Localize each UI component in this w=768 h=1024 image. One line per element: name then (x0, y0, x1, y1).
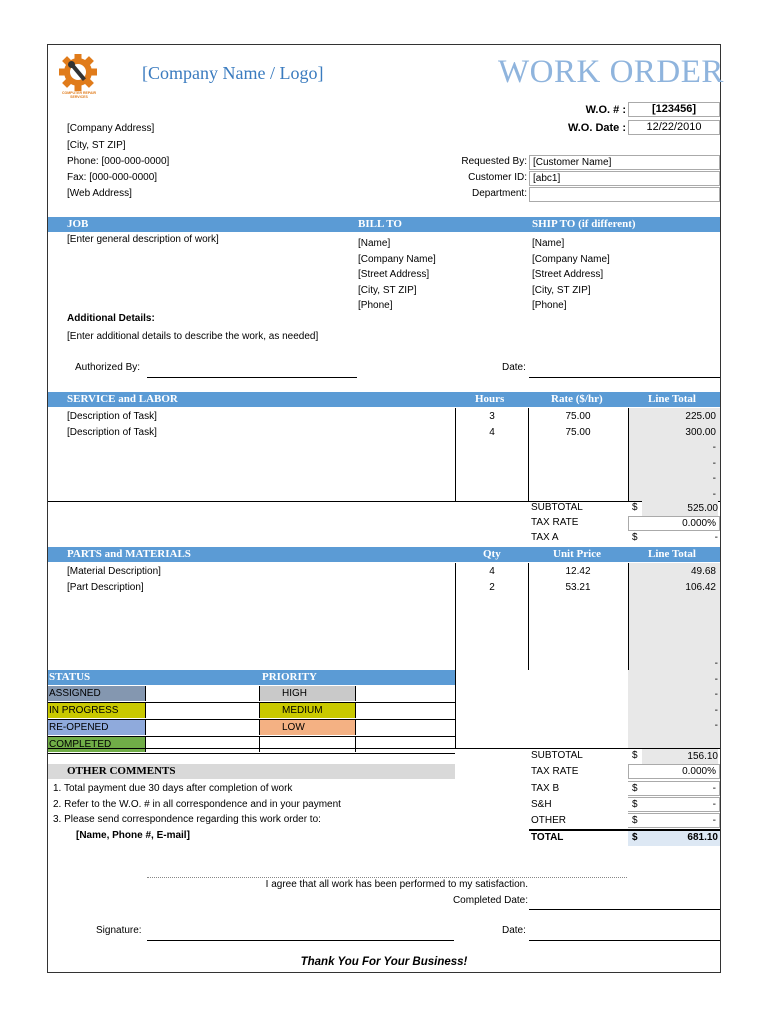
bill-to-header: BILL TO (358, 218, 402, 230)
parts-subtotal-label: SUBTOTAL (531, 750, 583, 761)
wo-date-label: W.O. Date : (567, 122, 626, 134)
other-currency: $ (632, 815, 638, 826)
job-section-header (48, 217, 720, 232)
authorized-by-line[interactable] (147, 377, 357, 378)
tax-a-currency: $ (632, 532, 638, 543)
requested-by-field[interactable]: [Customer Name] (529, 155, 720, 170)
part-line-total: 106.42 (685, 581, 716, 593)
service-tax-rate-field[interactable]: 0.000% (628, 516, 720, 531)
signature-label: Signature: (96, 925, 142, 936)
sh-label: S&H (531, 799, 552, 810)
bill-to-city[interactable]: [City, ST ZIP] (358, 284, 417, 296)
status-re-opened[interactable]: RE-OPENED (48, 720, 146, 735)
status-assigned-box[interactable] (146, 686, 260, 701)
bill-to-block (358, 236, 436, 314)
company-phone: Phone: [000-000-0000] (67, 156, 170, 167)
ship-to-name[interactable]: [Name] (532, 238, 565, 249)
signature-date-line[interactable] (529, 940, 720, 941)
priority-header: PRIORITY (262, 671, 318, 683)
ship-to-street[interactable]: [Street Address] (532, 269, 604, 280)
qty-header: Qty (483, 548, 501, 560)
task-hours: 4 (489, 426, 495, 438)
table-row[interactable] (48, 471, 720, 487)
table-row[interactable] (48, 456, 720, 472)
thank-you-message: Thank You For Your Business! (300, 956, 468, 968)
ship-to-header: SHIP TO (if different) (532, 218, 636, 230)
part-qty: 2 (489, 581, 495, 593)
tax-a-label: TAX A (531, 532, 559, 543)
part-unit-price: 12.42 (565, 566, 591, 577)
other-label: OTHER (531, 815, 566, 826)
sh-currency: $ (632, 799, 638, 810)
part-description: [Material Description] (67, 566, 161, 577)
ship-to-phone[interactable]: [Phone] (532, 300, 567, 311)
status-header: STATUS (49, 671, 91, 683)
agree-statement: I agree that all work has been performed to my satisfaction. (265, 879, 528, 890)
tax-a-value: - (714, 532, 718, 543)
job-header: JOB (67, 218, 89, 230)
part-description: [Part Description] (67, 581, 144, 593)
completed-date-line[interactable] (529, 909, 720, 910)
part-line-total: - (714, 704, 718, 716)
parts-bottom-rule (48, 748, 720, 749)
ship-to-city[interactable]: [City, ST ZIP] (532, 284, 591, 296)
customer-id-field[interactable]: [abc1] (529, 171, 720, 186)
auth-date-line[interactable] (529, 377, 720, 378)
page-title: WORK ORDER (498, 54, 724, 90)
task-line-total: - (712, 457, 716, 469)
status-completed[interactable]: COMPLETED (48, 737, 146, 752)
rate-header: Rate ($/hr) (551, 393, 603, 405)
ship-to-block (532, 236, 610, 314)
status-in-progress-box[interactable] (146, 703, 260, 718)
comments-list (53, 781, 341, 843)
tax-b-value[interactable]: - (628, 781, 720, 796)
parts-tax-rate-label: TAX RATE (531, 766, 579, 777)
tax-b-label: TAX B (531, 783, 560, 794)
company-city: [City, ST ZIP] (67, 140, 126, 151)
table-row[interactable] (48, 580, 720, 596)
part-line-total: 49.68 (690, 566, 716, 577)
task-line-total: - (712, 473, 716, 484)
parts-tax-rate-field[interactable]: 0.000% (628, 764, 720, 779)
agree-dotted-line (147, 877, 627, 878)
part-line-total: - (714, 720, 718, 731)
parts-header (48, 547, 720, 562)
tax-b-currency: $ (632, 783, 638, 794)
task-line-total: 225.00 (685, 411, 716, 422)
additional-details-label: Additional Details: (67, 313, 155, 324)
service-tax-rate-label: TAX RATE (531, 517, 579, 528)
total-value: 681.10 (687, 832, 718, 843)
auth-date-label: Date: (502, 362, 526, 373)
priority-low-box[interactable] (356, 720, 455, 735)
priority-medium[interactable]: MEDIUM (260, 703, 356, 718)
service-line-total-header: Line Total (648, 393, 696, 405)
bill-to-company[interactable]: [Company Name] (358, 253, 436, 265)
task-description: [Description of Task] (67, 426, 157, 438)
comment-line: 1. Total payment due 30 days after completion of work (53, 783, 293, 794)
hours-header: Hours (475, 393, 505, 405)
service-rows (48, 409, 720, 502)
status-priority-header (48, 670, 455, 685)
priority-empty-cell (260, 737, 356, 752)
bill-to-phone[interactable]: [Phone] (358, 300, 393, 311)
signature-line[interactable] (147, 940, 454, 941)
task-line-total: 300.00 (685, 426, 716, 438)
service-header (48, 392, 720, 407)
parts-rows (48, 564, 720, 595)
task-line-total: - (712, 442, 716, 453)
part-line-total: - (714, 673, 718, 685)
company-web: [Web Address] (67, 188, 132, 199)
signature-date-label: Date: (502, 925, 526, 936)
contact-info[interactable]: [Name, Phone #, E-mail] (76, 829, 190, 841)
table-row[interactable] (48, 564, 720, 580)
status-priority-grid (48, 686, 455, 754)
company-fax: Fax: [000-000-0000] (67, 172, 158, 183)
department-label: Department: (471, 188, 527, 199)
sh-value[interactable]: - (628, 797, 720, 812)
total-label: TOTAL (531, 832, 564, 843)
authorized-by-label: Authorized By: (75, 362, 141, 373)
job-description[interactable]: [Enter general description of work] (67, 234, 219, 245)
ship-to-company[interactable]: [Company Name] (532, 253, 610, 265)
task-hours: 3 (489, 411, 495, 422)
completed-date-label: Completed Date: (452, 895, 528, 906)
priority-medium-box[interactable] (356, 703, 455, 718)
priority-low[interactable]: LOW (260, 720, 356, 735)
logo-caption: COMPUTER REPAIR SERVICES (62, 91, 96, 99)
parts-divider-lower (455, 670, 456, 748)
service-bottom-rule (48, 501, 720, 502)
status-assigned[interactable]: ASSIGNED (48, 686, 146, 701)
gear-wrench-logo-icon (56, 54, 100, 94)
other-value[interactable]: - (628, 813, 720, 828)
task-rate: 75.00 (565, 426, 591, 438)
status-re-opened-box[interactable] (146, 720, 260, 735)
comment-line: 3. Please send correspondence regarding this work order to: (53, 814, 321, 825)
wo-date-field[interactable]: 12/22/2010 (628, 120, 720, 135)
status-in-progress[interactable]: IN PROGRESS (48, 703, 146, 718)
table-row[interactable] (48, 409, 720, 425)
status-completed-box[interactable] (146, 737, 260, 752)
department-field[interactable] (529, 187, 720, 202)
requested-by-label: Requested By: (461, 156, 527, 167)
service-subtotal-value: 525.00 (642, 501, 718, 516)
priority-high[interactable]: HIGH (260, 686, 356, 701)
parts-title: PARTS and MATERIALS (67, 548, 191, 560)
part-unit-price: 53.21 (565, 581, 591, 593)
wo-number-label: W.O. # : (585, 104, 626, 116)
service-subtotal-currency: $ (632, 502, 638, 513)
bill-to-name[interactable]: [Name] (358, 238, 391, 249)
bill-to-street[interactable]: [Street Address] (358, 269, 430, 280)
part-line-total: - (714, 658, 718, 669)
company-address: [Company Address] (67, 123, 155, 134)
other-comments-header: OTHER COMMENTS (48, 764, 455, 779)
parts-subtotal-value: 156.10 (642, 749, 718, 764)
service-title: SERVICE and LABOR (67, 393, 178, 405)
table-row[interactable] (48, 440, 720, 456)
part-line-total: - (714, 689, 718, 700)
part-qty: 4 (489, 566, 495, 577)
additional-details[interactable]: [Enter additional details to describe the work, as needed] (67, 331, 319, 342)
total-currency: $ (632, 832, 638, 843)
parts-line-total-header: Line Total (648, 548, 696, 560)
task-rate: 75.00 (565, 411, 591, 422)
priority-high-box[interactable] (356, 686, 455, 701)
parts-subtotal-currency: $ (632, 750, 638, 761)
table-row[interactable] (48, 487, 720, 503)
comment-line: 2. Refer to the W.O. # in all correspondence and in your payment (53, 798, 341, 810)
customer-id-label: Customer ID: (468, 172, 527, 183)
parts-empty-totals (628, 656, 718, 734)
wo-number-field[interactable]: [123456] (628, 102, 720, 117)
table-row[interactable] (48, 425, 720, 441)
unit-price-header: Unit Price (553, 548, 601, 560)
task-description: [Description of Task] (67, 411, 157, 422)
service-subtotal-label: SUBTOTAL (531, 502, 583, 513)
company-name: [Company Name / Logo] (142, 63, 324, 83)
task-line-total: - (712, 488, 716, 500)
